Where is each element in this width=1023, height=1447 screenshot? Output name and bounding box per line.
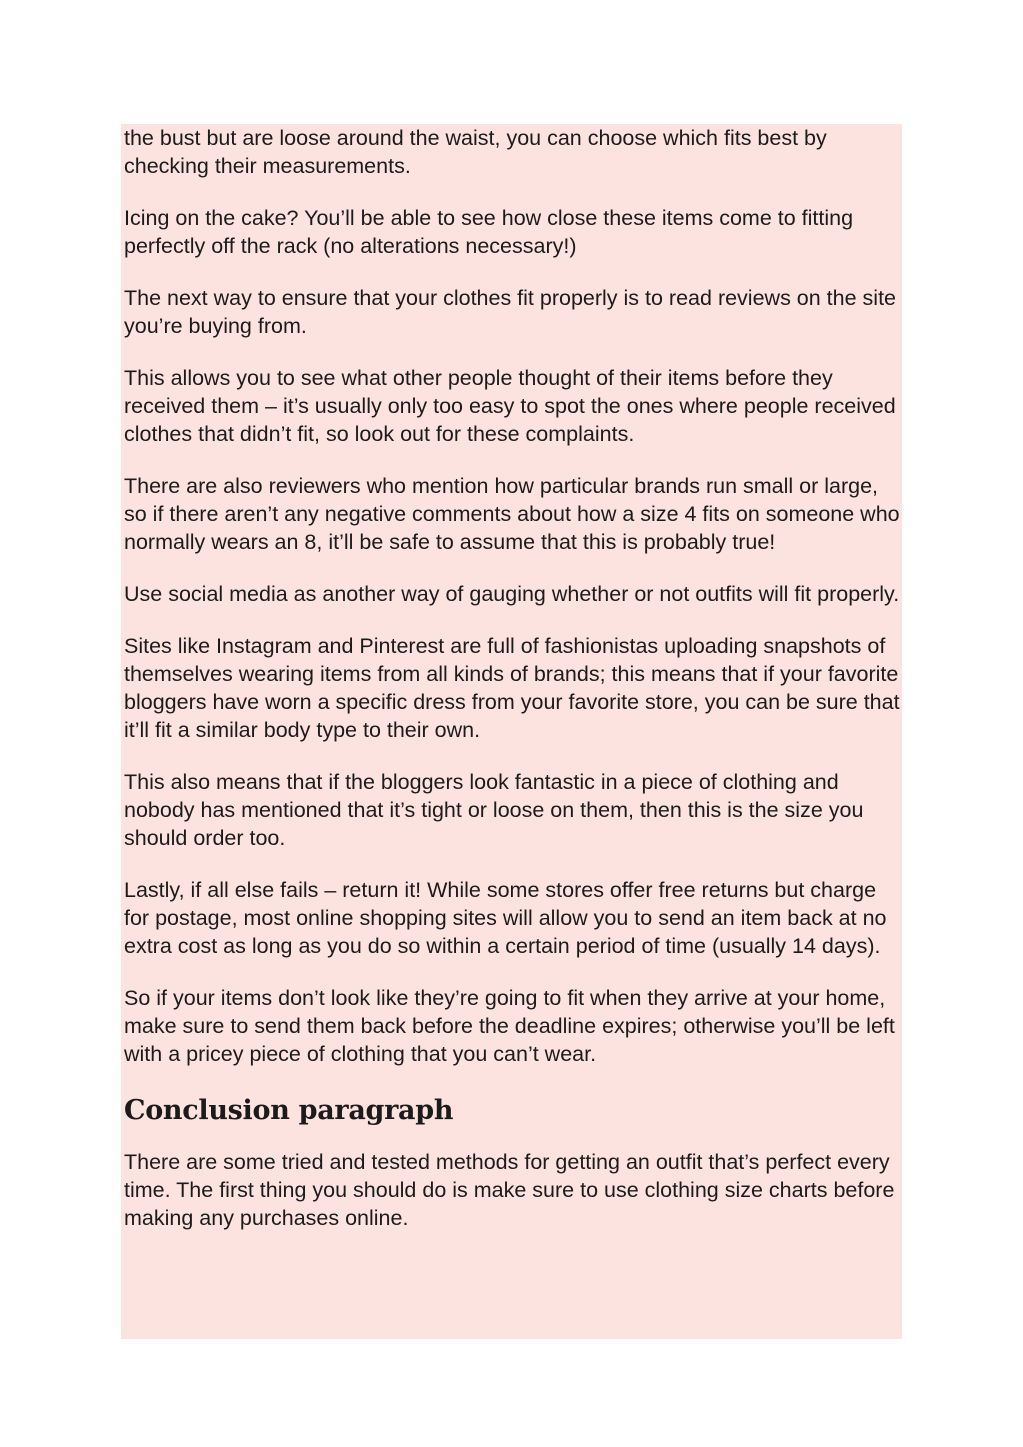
paragraph: Icing on the cake? You’ll be able to see how close these items come to fitting perfectly off the rack (no alterations necessary!) <box>124 206 854 258</box>
paragraph: This also means that if the bloggers look fantastic in a piece of clothing and nobody has mentioned that it’s tight or loose on them, then this is the size you should order too. <box>124 770 864 850</box>
paragraph: Sites like Instagram and Pinterest are full of fashionistas uploading snapshots of themselves wearing items from all kinds of brands; this means that if your favorite bloggers have worn a specific dress from your favorite store, you can be sure that it’ll fit a similar body type to their own. <box>124 634 900 742</box>
paragraph: There are some tried and tested methods for getting an outfit that’s perfect every time. The first thing you should do is make sure to use clothing size charts before making any purchases online. <box>124 1150 895 1230</box>
paragraph: So if your items don’t look like they’re going to fit when they arrive at your home, make sure to send them back before the deadline expires; otherwise you’ll be left with a pricey piece of clothing that you can’t wear. <box>124 986 895 1066</box>
paragraph: There are also reviewers who mention how particular brands run small or large, so if there aren’t any negative comments about how a size 4 fits on someone who normally wears an 8, it’ll be safe to assume that this is probably true! <box>124 474 900 554</box>
paragraph: This allows you to see what other people thought of their items before they received them – it’s usually only too easy to spot the ones where people received clothes that didn’t fit, so look out for these complaints. <box>124 366 896 446</box>
paragraph: The next way to ensure that your clothes fit properly is to read reviews on the site you’re buying from. <box>124 286 896 338</box>
document-content <box>124 124 900 1256</box>
section-heading: Conclusion paragraph <box>124 1095 454 1126</box>
paragraph: Use social media as another way of gauging whether or not outfits will fit properly. <box>124 582 900 606</box>
paragraph: Lastly, if all else fails – return it! While some stores offer free returns but charge for postage, most online shopping sites will allow you to send an item back at no extra cost as long as you do so within a certain period of time (usually 14 days). <box>124 878 887 958</box>
paragraph: the bust but are loose around the waist, you can choose which fits best by checking their measurements. <box>124 126 827 178</box>
